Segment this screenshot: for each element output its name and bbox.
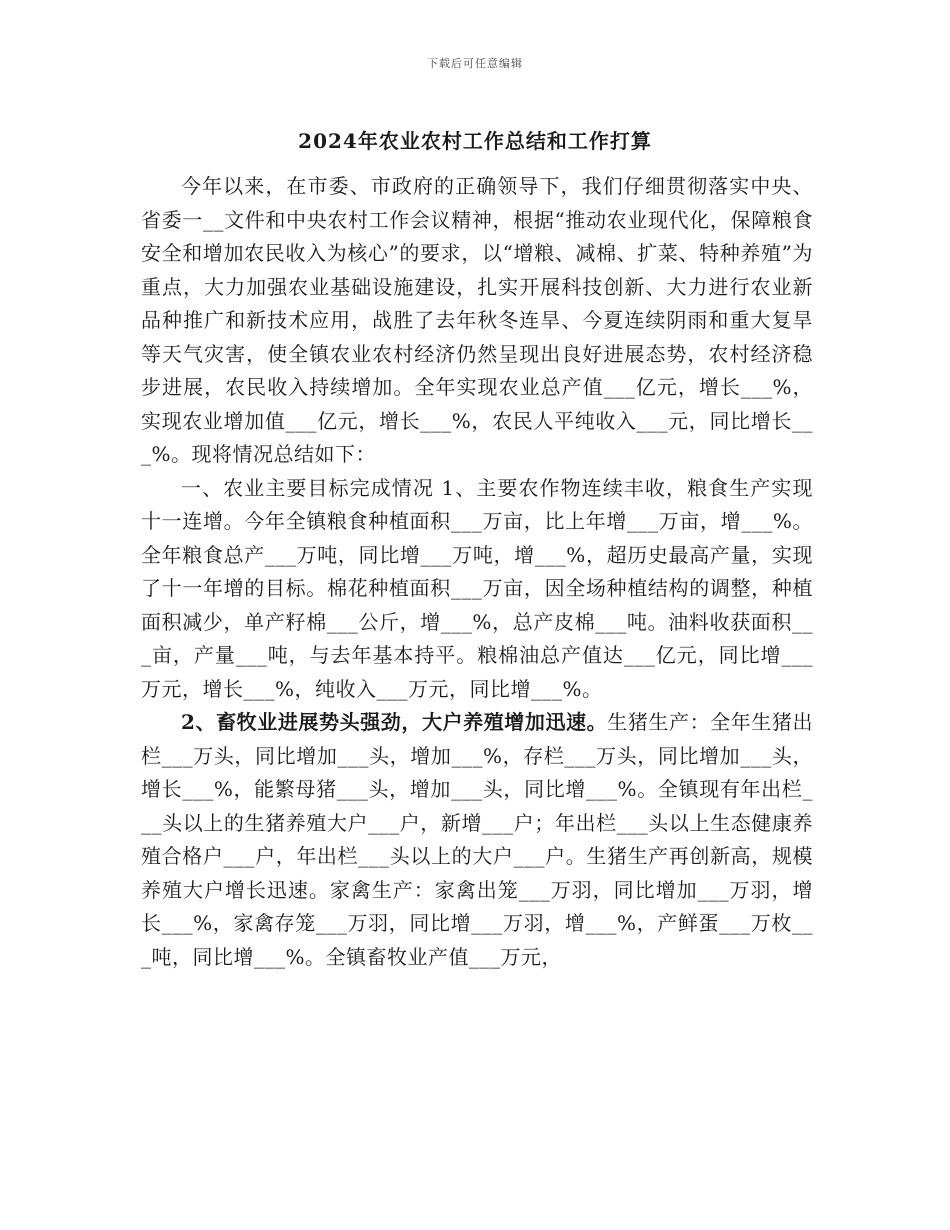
paragraph-livestock-heading: 2、畜牧业进展势头强劲，大户养殖增加迅速。 bbox=[181, 710, 608, 734]
paragraph-intro bbox=[141, 170, 813, 472]
document-title: 2024年农业农村工作总结和工作打算 bbox=[298, 129, 652, 153]
paragraph-intro-text: 今年以来，在市委、市政府的正确领导下，我们仔细贯彻落实中央、省委一__文件和中央农村工作会议精神，根据“推动农业现代化，保障粮食安全和增加农民收入为核心”的要求，以“增粮、减棉、扩菜、特种养殖”为重点，大力加强农业基础设施建设，扎实开展科技创新、大力进行农业新品种推广和新技术应用，战胜了去年秋冬连旱、今夏连续阴雨和重大复旱等天气灾害，使全镇农业农村经济仍然呈现出良好进展态势，农村经济稳步进展，农民收入持续增加。全年实现农业总产值___亿元，增长___%，实现农业增加值___亿元，增长___%，农民人平纯收入___元，同比增长___%。现将情况总结如下： bbox=[141, 174, 813, 466]
header-note: 下载后可任意编辑 bbox=[427, 57, 523, 70]
paragraph-section-one bbox=[141, 472, 813, 707]
paragraph-section-one-text: 一、农业主要目标完成情况 1、主要农作物连续丰收，粮食生产实现十一连增。今年全镇粮食种植面积___万亩，比上年增___万亩，增___%。全年粮食总产___万吨，同比增___万吨，增___%，超历史最高产量，实现了十一年增的目标。棉花种植面积___万亩，因全场种植结构的调整，种植面积减少，单产籽棉___公斤，增___%，总产皮棉___吨。油料收获面积___亩，产量___吨，与去年基本持平。粮棉油总产值达___亿元，同比增___万元，增长___%，纯收入___万元，同比增___%。 bbox=[141, 475, 813, 701]
paragraph-livestock bbox=[141, 706, 813, 974]
document-body bbox=[141, 170, 813, 974]
paragraph-livestock-text: 生猪生产：全年生猪出栏___万头，同比增加___头，增加___%，存栏___万头，同比增加___头，增长___%，能繁母猪___头，增加___头，同比增___%。全镇现有年出栏___头以上的生猪养殖大户___户，新增___户；年出栏___头以上生态健康养殖合格户___户，年出栏___头以上的大户___户。生猪生产再创新高，规模养殖大户增长迅速。家禽生产：家禽出笼___万羽，同比增加___万羽，增长___%，家禽存笼___万羽，同比增___万羽，增___%，产鲜蛋___万枚___吨，同比增___%。全镇畜牧业产值___万元， bbox=[141, 710, 814, 969]
